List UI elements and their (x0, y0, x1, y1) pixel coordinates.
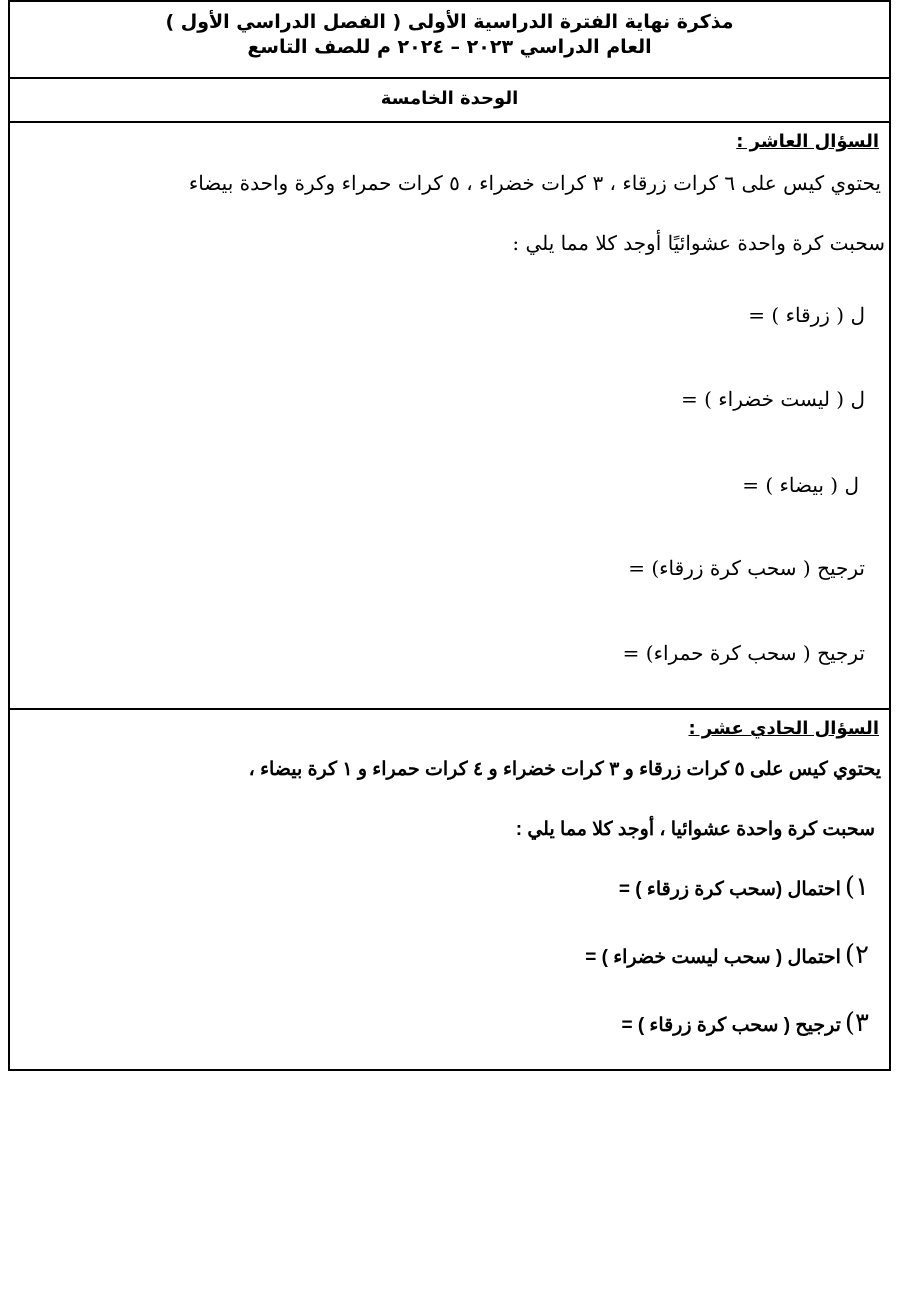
header-subtitle: العام الدراسي ٢٠٢٣ – ٢٠٢٤ م للصف التاسع (247, 36, 652, 58)
item-number: ٣) (844, 1008, 869, 1038)
item-text: ترجيح ( سحب كرة زرقاء ) = (621, 1015, 841, 1036)
question-11-statement: يحتوي كيس على ٥ كرات زرقاء و ٣ كرات خضراء و ٤ كرات حمراء و ١ كرة بيضاء ، (248, 759, 881, 780)
item-number: ٢) (844, 940, 869, 970)
question-11-item-1 (619, 872, 869, 902)
question-11-title: السؤال الحادي عشر : (688, 718, 879, 739)
question-10-instruction: سحبت كرة واحدة عشوائيًا أوجد كلا مما يلي : (512, 231, 885, 255)
question-10-section (10, 123, 889, 710)
question-10-item-2: ل ( ليست خضراء ) = (681, 387, 865, 411)
question-10-item-3: ل ( بيضاء ) = (742, 473, 859, 497)
question-11-item-3 (621, 1008, 869, 1038)
item-text: احتمال (سحب كرة زرقاء ) = (618, 879, 841, 900)
question-11-item-2 (585, 940, 869, 970)
question-11-instruction: سحبت كرة واحدة عشوائيا ، أوجد كلا مما يلي : (515, 819, 875, 840)
unit-title: الوحدة الخامسة (10, 79, 889, 123)
header-title: مذكرة نهاية الفترة الدراسية الأولى ( الفصل الدراسي الأول ) (165, 11, 734, 33)
header (10, 2, 889, 79)
item-number: ١) (844, 872, 869, 902)
question-10-item-4: ترجيح ( سحب كرة زرقاء) = (628, 556, 865, 580)
question-10-item-1: ل ( زرقاء ) = (748, 303, 865, 327)
question-10-item-5: ترجيح ( سحب كرة حمراء) = (622, 641, 865, 665)
item-text: احتمال ( سحب ليست خضراء ) = (585, 947, 841, 968)
question-10-title: السؤال العاشر : (736, 131, 879, 152)
question-11-section (10, 710, 889, 1071)
worksheet (8, 0, 891, 1071)
question-10-statement: يحتوي كيس على ٦ كرات زرقاء ، ٣ كرات خضراء ، ٥ كرات حمراء وكرة واحدة بيضاء (188, 171, 881, 195)
